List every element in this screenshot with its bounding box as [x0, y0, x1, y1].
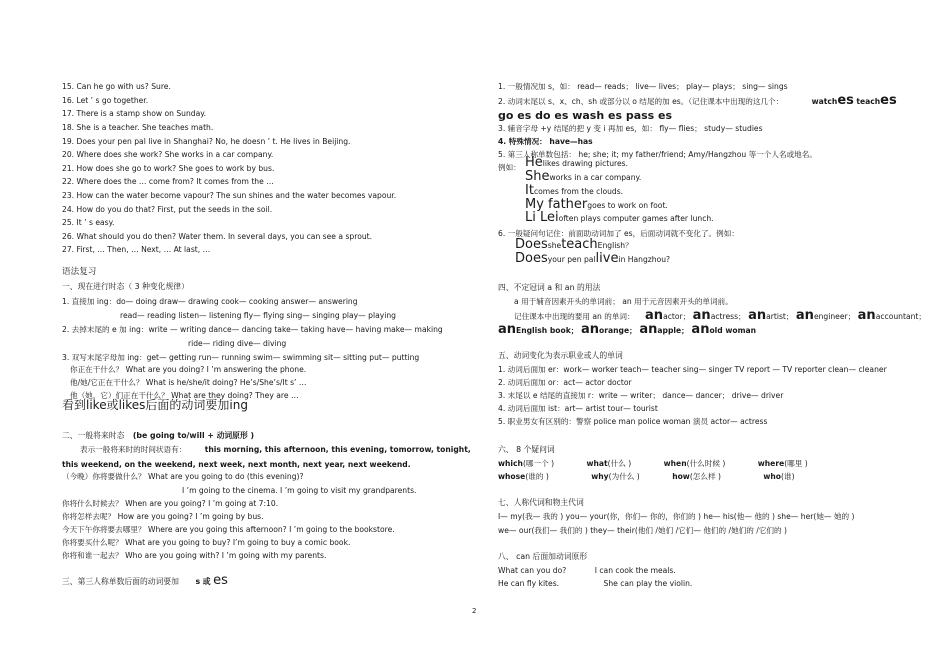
r-rule-2-watch: watch [811, 97, 838, 106]
s1-rule-1b: read— reading listen— listening fly— flying sing— singing play— playing [120, 311, 396, 320]
r-example-she-subject: She [525, 169, 550, 184]
s4-rule-2-text: 记住课本中出现的要用 an 的单词： [514, 312, 635, 321]
s1-question-3: 他（她，它）们正在干什么？ What are they doing? They are … [70, 391, 299, 400]
r-rule-1: 1. 一般情况加 s，如： read— reads； live— lives； play— plays； sing— sings [498, 82, 788, 91]
r-rule-5: 5. 第三人称单数包括： he; she; it; my father/friend; Amy/Hangzhou 等一个人名或地名。 [498, 150, 817, 159]
s4-an-7: an [581, 322, 600, 337]
s3-title-es: es [213, 573, 228, 588]
s4-an-8: an [639, 322, 658, 337]
s2-signal-line [80, 445, 471, 454]
r-rule-3: 3. 辅音字母 +y 结尾的把 y 变 i 再加 es，如： fly— flies； study— studies [498, 124, 763, 133]
r-example-father-rest: goes to work on foot. [587, 201, 668, 210]
r-question-2 [515, 251, 671, 266]
qw-how-cn: (怎么样 ) [689, 472, 721, 481]
s4-an-2: an [692, 308, 711, 323]
qw-what: what [586, 459, 608, 468]
sentence-27: 27. First, … Then, … Next, … At last, … [62, 245, 211, 254]
s5-line-1: 1. 动词后面加 er：work— worker teach— teacher sing— singer TV report — TV reporter clean— cleaner [498, 365, 887, 374]
s2-title-text: 二、一般将来时态 [62, 431, 125, 440]
page-number: 2 [472, 607, 477, 615]
s6-row-1 [498, 459, 808, 468]
qw-where-cn: (哪里 ) [784, 459, 808, 468]
s4-word-apple: apple； [657, 326, 689, 335]
s5-line-2: 2. 动词后面加 or：act— actor doctor [498, 378, 632, 387]
r-example-lilei-subject: Li Lei [525, 210, 559, 225]
r-q2-does: Does [515, 251, 548, 266]
s4-word-artist: artist； [766, 312, 794, 321]
s2-example-7: 你将和谁一起去？ Who are you going with? I ’m going with my parents. [62, 551, 327, 560]
s2-signal-words: this morning, this afternoon, this evening, tomorrow, tonight, [204, 445, 471, 454]
r-rule-2-text: 2. 动词末尾以 s、x、ch、sh 或部分以 o 结尾的加 es。（记住课本中出现的这几个： [498, 97, 784, 106]
r-rule-5-example-label: 例如： [498, 163, 521, 172]
s8-row-2 [498, 579, 692, 588]
qw-whose: whose [498, 472, 526, 481]
section-7-title: 七、人称代词和物主代词 [498, 498, 584, 507]
section-6-title: 六、 8 个疑问词 [498, 445, 555, 454]
s1-question-2: 他/她/它正在干什么？ What is he/she/it doing? He’s/She’s/It s’ … [70, 378, 307, 387]
s7-row-1: I— my(我— 我的 ) you— your(你，你们— 你的，你们的 ) he— his(他— 他的 ) she— her(她— 她的 ) [498, 512, 855, 521]
s4-words-line-2 [498, 322, 757, 337]
s8-question: What can you do? [498, 566, 567, 575]
section-5-title: 五、动词变化为表示职业或人的单词 [498, 351, 623, 360]
s2-example-4: 你将怎样去呢？ How are you going? I ’m going by bus. [62, 512, 264, 521]
s4-rule-2 [514, 308, 926, 323]
s4-word-orange: orange； [599, 326, 637, 335]
s2-example-1: （今晚）你将要做什么？ What are you going to do (this evening)? [62, 472, 304, 481]
sentence-26: 26. What should you do then? Water them. In several days, you can see a sprout. [62, 232, 373, 241]
grammar-title: 语法复习 [62, 267, 97, 277]
s2-title-formula: (be going to/will + 动词原形 ) [132, 431, 255, 440]
s1-rule-1: 1. 直接加 ing：do— doing draw— drawing cook— cooking answer— answering [62, 297, 358, 306]
s1-like-note: 看到like或likes后面的动词要加ing [62, 398, 248, 412]
s8-row-1 [498, 566, 676, 575]
r-rule-2-examples: go es do es wash es pass es [498, 109, 673, 122]
s8-answer-3: She can play the violin. [603, 579, 693, 588]
s4-rule-1: a 用于辅音因素开头的单词前； an 用于元音因素开头的单词前。 [514, 297, 733, 306]
s3-title-s: s 或 [195, 577, 211, 586]
r-example-she-rest: works in a car company. [549, 173, 642, 182]
s2-example-5: 今天下午你将要去哪里？ Where are you going this afternoon? I ’m going to the bookstore. [62, 525, 395, 534]
r-rule-2-es2: es [880, 93, 897, 108]
r-q2-penpal: your pen pal [547, 255, 596, 264]
r-question-1 [515, 237, 633, 252]
r-rule-6: 6. 一般疑问句记住：前面助动词加了 es，后面动词就不变化了。例如： [498, 229, 739, 238]
section-3-title [62, 573, 228, 588]
qw-which-cn: (哪一个 ) [522, 459, 555, 468]
r-rule-2-es1: es [837, 93, 854, 108]
sentence-20: 20. Where does she work? She works in a car company. [62, 150, 274, 159]
s5-line-4: 4. 动词后面加 ist：art— artist tour— tourist [498, 404, 658, 413]
s4-an-1: an [645, 308, 664, 323]
r-q1-english: English？ [597, 241, 633, 250]
sentence-25: 25. It ’ s easy. [62, 218, 115, 227]
s1-question-1: 你正在干什么？ What are you doing? I ’m answering the phone. [70, 365, 307, 374]
r-example-he [525, 155, 629, 170]
s4-an-6: an [498, 322, 517, 337]
sentence-15: 15. Can he go with us? Sure. [62, 82, 171, 91]
s4-an-4: an [795, 308, 814, 323]
r-rule-2-teach: teach [856, 97, 881, 106]
s8-answer-1: I can cook the meals. [594, 566, 676, 575]
qw-when: when [663, 459, 687, 468]
sentence-16: 16. Let ’ s go together. [62, 96, 149, 105]
s1-rule-2: 2. 去掉末尾的 e 加 ing：write — writing dance— dancing take— taking have— having make— making [62, 325, 443, 334]
sentence-21: 21. How does she go to work? She goes to work by bus. [62, 164, 275, 173]
r-example-it [525, 183, 624, 198]
qw-where: where [757, 459, 785, 468]
section-4-title: 四、不定冠词 a 和 an 的用法 [498, 283, 601, 292]
s2-example-6: 你将要买什么呢？ What are you going to buy? I’m going to buy a comic book. [62, 538, 351, 547]
s5-line-5: 5. 职业男女有区别的：警察 police man police woman 演员 actor— actress [498, 417, 768, 426]
r-example-lilei [525, 210, 714, 225]
s3-title-text: 三、第三人称单数后面的动词要加 [62, 577, 179, 586]
section-2-title [62, 431, 254, 440]
sentence-19: 19. Does your pen pal live in Shanghai? No, he doesn ’ t. He lives in Beijing. [62, 137, 351, 146]
r-q2-live: live [595, 251, 619, 266]
sentence-24: 24. How do you do that? First, put the seeds in the soil. [62, 205, 273, 214]
r-q1-she: she [547, 241, 562, 250]
sentence-22: 22. Where does the … come from? It comes from the … [62, 177, 274, 186]
qw-why-cn: (为什么 ) [608, 472, 640, 481]
s7-row-2: we— our(我们— 我们的 ) they— their(他们 /她们 /它们— 他们的 /她们的 /它们的 ) [498, 526, 787, 535]
r-example-she [525, 169, 642, 184]
r-q1-teach: teach [561, 237, 598, 252]
sentence-23: 23. How can the water become vapour? The sun shines and the water becomes vapour. [62, 191, 397, 200]
s2-signal-words-2: this weekend, on the weekend, next week, next month, next year, next weekend. [62, 460, 411, 469]
s4-word-english-book: English book； [516, 326, 579, 335]
qw-who-cn: (谁) [781, 472, 795, 481]
qw-when-cn: (什么时候 ) [686, 459, 726, 468]
qw-why: why [591, 472, 609, 481]
r-rule-4: 4. 特殊情况： have—has [498, 137, 593, 146]
r-example-father [525, 197, 668, 212]
qw-which: which [498, 459, 523, 468]
s5-line-3: 3. 末尾以 e 结尾的直接加 r：write — writer； dance— dancer； drive— driver [498, 391, 784, 400]
s2-example-2: I ’m going to the cinema. I ’m going to visit my grandparents. [182, 486, 417, 495]
r-example-lilei-rest: often plays computer games after lunch. [558, 214, 714, 223]
s2-signal-label: 表示一般将来时的时间状语有： [80, 445, 187, 454]
qw-what-cn: (什么 ) [607, 459, 632, 468]
s1-rule-2b: ride— riding dive— diving [188, 339, 287, 348]
r-example-it-subject: It [525, 183, 534, 198]
s4-word-actress: actress； [710, 312, 746, 321]
r-example-he-rest: likes drawing pictures. [542, 159, 629, 168]
s6-row-2 [498, 472, 795, 481]
s8-answer-2: He can fly kites. [498, 579, 560, 588]
sentence-18: 18. She is a teacher. She teaches math. [62, 123, 214, 132]
s4-word-actor: actor； [663, 312, 691, 321]
section-1-title: 一、现在进行时态（ 3 种变化规律） [62, 282, 189, 291]
s4-an-5: an [857, 308, 876, 323]
s2-example-3: 你将什么时候去？ When are you going? I ’m going at 7:10. [62, 499, 279, 508]
qw-whose-cn: (谁的 ) [525, 472, 549, 481]
s4-an-3: an [748, 308, 767, 323]
s4-word-old-woman: old woman [709, 326, 757, 335]
s4-word-engineer: engineer； [813, 312, 856, 321]
sentence-17: 17. There is a stamp show on Sunday. [62, 109, 207, 118]
qw-how: how [672, 472, 690, 481]
s1-rule-3: 3. 双写末尾字母加 ing：get— getting run— running swim— swimming sit— sitting put— putting [62, 353, 420, 362]
qw-who: who [763, 472, 782, 481]
r-q1-does: Does [515, 237, 548, 252]
r-example-father-subject: My father [525, 197, 588, 212]
s4-an-9: an [691, 322, 710, 337]
r-example-it-rest: comes from the clouds. [533, 187, 624, 196]
r-rule-2 [498, 93, 897, 108]
s4-word-accountant: accountant； [875, 312, 926, 321]
r-q2-rest: in Hangzhou? [618, 255, 671, 264]
r-example-he-subject: He [525, 155, 543, 170]
section-8-title: 八、 can 后面加动词原形 [498, 552, 588, 561]
